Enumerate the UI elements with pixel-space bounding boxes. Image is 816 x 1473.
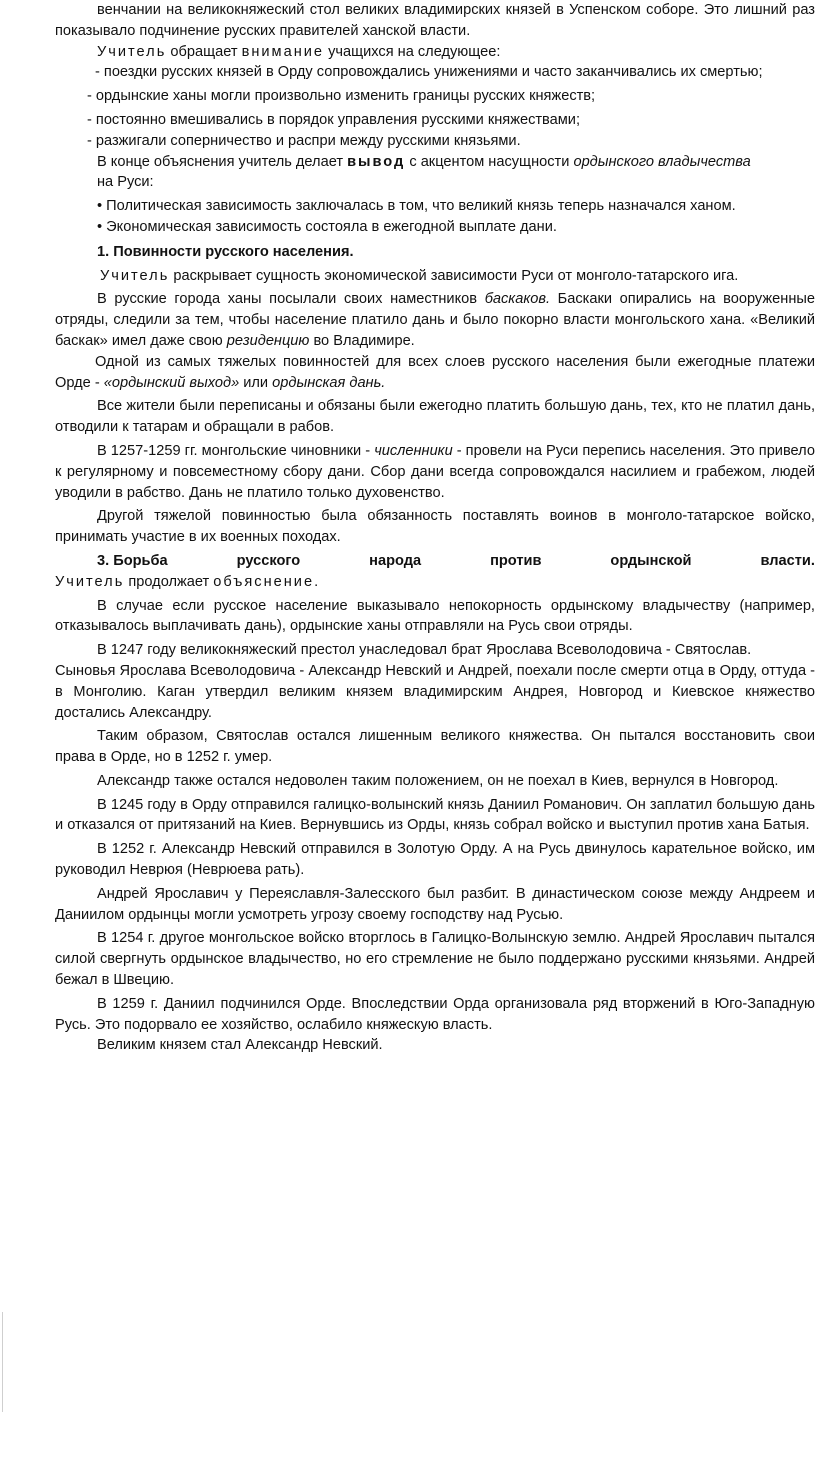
- text-fragment: раскрывает сущность экономической зависимости Руси от монголо-татарского ига.: [173, 267, 739, 284]
- paragraph-6: В 1245 году в Орду отправился галицко-волынский князь Даниил Романович. Он заплатил большую дань и отказался от притязаний на Киев. Вернувшись из Орды, князь собрал войско и выступил против хана Батыя.: [55, 796, 815, 834]
- paragraph-2: В 1247 году великокняжеский престол унаследовал брат Ярослава Всеволодовича - Святослав.: [97, 642, 752, 659]
- heading-word: 3. Борьба: [97, 552, 168, 569]
- text-fragment: численники: [374, 442, 453, 459]
- paragraph-8: Андрей Ярославич у Переяславля-Залесского был разбит. В династическом союзе между Андреем и Даниилом ордынцы могли усмотреть угрозу своему господству над Русью.: [55, 885, 815, 923]
- paragraph-coronation: венчании на великокняжеский стол великих владимирских князей в Успенском соборе. Это лишний раз показывало подчинение русских правителей ханской власти.: [55, 2, 815, 39]
- paragraph-conclusion: [55, 152, 815, 194]
- heading-word: народа: [369, 552, 422, 569]
- text-fragment: В русские города ханы посылали своих наместников: [97, 291, 478, 308]
- paragraph-4: Таким образом, Святослав остался лишенным великого княжества. Он пытался восстановить свои права в Орде, но в 1252 г. умер.: [55, 728, 815, 766]
- text-fragment: «ордынский выход»: [103, 374, 240, 391]
- text-fragment: обращает: [170, 43, 238, 60]
- teacher-word: Учитель: [100, 267, 170, 284]
- bullet-item: • Политическая зависимость заключалась в том, что великий князь теперь назначался ханом.: [97, 198, 736, 215]
- paragraph-10: В 1259 г. Даниил подчинился Орде. Впоследствии Орда организовала ряд вторжений в Юго-Западную Русь. Это подорвало ее хозяйство, ослабило княжескую власть.: [55, 995, 815, 1033]
- heading-word: русского: [236, 552, 301, 569]
- paragraph-5: Александр также остался недоволен таким положением, он не поехал в Киев, вернулся в Новгород.: [97, 772, 779, 789]
- document-page: [55, 0, 815, 1056]
- text-fragment: Баскаки опирались на вооруженные отряды, следили за тем, чтобы население платило дань и было покорно власти монгольского хана. «Великий баскак» имел даже свою: [55, 291, 815, 349]
- text-fragment: или: [243, 374, 269, 391]
- text-fragment: резиденцию: [226, 332, 310, 349]
- text-fragment: В 1257-1259 гг. монгольские чиновники -: [97, 442, 371, 459]
- text-fragment: во Владимире.: [313, 332, 415, 349]
- section-heading-1: [55, 242, 815, 263]
- text-fragment: учащихся на следующее:: [328, 43, 501, 60]
- text-fragment: на Руси:: [97, 174, 154, 191]
- paragraph-7: В 1252 г. Александр Невский отправился в Золотую Орду. А на Русь двинулось карательное войско, им руководил Неврюя (Неврюева рать).: [55, 841, 815, 879]
- paragraph-ordynsky-vyhod: [55, 352, 815, 394]
- conclusion-word: вывод: [347, 153, 406, 170]
- list-item: - постоянно вмешивались в порядок управления русскими княжествами;: [87, 111, 580, 128]
- list-item: - поездки русских князей в Орду сопровождались унижениями и часто заканчивались их смертью;: [95, 64, 763, 81]
- explanation-word: объяснение.: [213, 573, 321, 590]
- paragraph-census: Все жители были переписаны и обязаны были ежегодно платить большую дань, тех, кто не платил дань, отводили к татарам и обращали в рабов.: [55, 398, 815, 436]
- text-fragment: продолжает: [128, 573, 210, 590]
- heading-text: Повинности русского населения.: [113, 243, 354, 260]
- heading-number: 1.: [97, 243, 110, 260]
- text-fragment: Одной из самых тяжелых повинностей для всех слоев русского населения были ежегодные платежи Орде -: [55, 353, 815, 391]
- paragraph-warriors: Другой тяжелой повинностью была обязанность поставлять воинов в монголо-татарское войско, принимать участие в их военных походах.: [55, 508, 815, 546]
- list-item: - разжигали соперничество и распри между русскими князьями.: [87, 132, 521, 149]
- paragraph-reveal: [55, 266, 815, 287]
- list-item: - ордынские ханы могли произвольно изменить границы русских княжеств;: [87, 88, 596, 105]
- teacher-word: Учитель: [55, 573, 125, 590]
- heading-word: против: [490, 552, 542, 569]
- text-fragment: с акцентом насущности: [409, 153, 570, 170]
- text-fragment: баскаков.: [484, 291, 550, 308]
- margin-divider: [2, 1312, 3, 1412]
- section-heading-3: [55, 551, 815, 572]
- paragraph-1257: [55, 441, 815, 503]
- paragraph-1: В случае если русское население выказывало непокорность ордынскому владычеству (например, отказывалось выплачивать дань), ордынские ханы отправляли на Русь свои отряды.: [55, 597, 815, 635]
- teacher-word: Учитель: [97, 43, 167, 60]
- paragraph-9: В 1254 г. другое монгольское войско вторглось в Галицко-Волынскую землю. Андрей Ярославич пытался силой свергнуть ордынское владычество, но его стремление не было поддержано русскими князьями. Андрей бежал в Швецию.: [55, 930, 815, 989]
- paragraph-baskaki: [55, 289, 815, 351]
- text-fragment: В конце объяснения учитель делает: [97, 153, 344, 170]
- paragraph-3: Сыновья Ярослава Всеволодовича - Александр Невский и Андрей, поехали после смерти отца в Орду, оттуда - в Монголию. Каган утвердил великим князем владимирским Андрея, Новгород и Киевское княжество достались Александру.: [55, 662, 815, 721]
- paragraph-teacher-continues: [55, 572, 815, 593]
- text-fragment: - провели на Руси перепись населения. Это привело к регулярному и повсеместному сбору дани. Сбор дани всегда сопровождался насилием и грабежом, людей уводили в рабство. Дань не платило только духовенство.: [55, 442, 815, 501]
- bullet-item: • Экономическая зависимость состояла в ежегодной выплате дани.: [97, 218, 557, 235]
- paragraph-11: Великим князем стал Александр Невский.: [97, 1037, 383, 1054]
- text-fragment: ордынского владычества: [573, 153, 751, 170]
- attention-word: внимание: [241, 43, 325, 60]
- heading-word: власти.: [760, 552, 815, 569]
- heading-word: ордынской: [610, 552, 692, 569]
- paragraph-teacher-attention: [55, 42, 815, 63]
- text-fragment: ордынская дань.: [272, 374, 386, 391]
